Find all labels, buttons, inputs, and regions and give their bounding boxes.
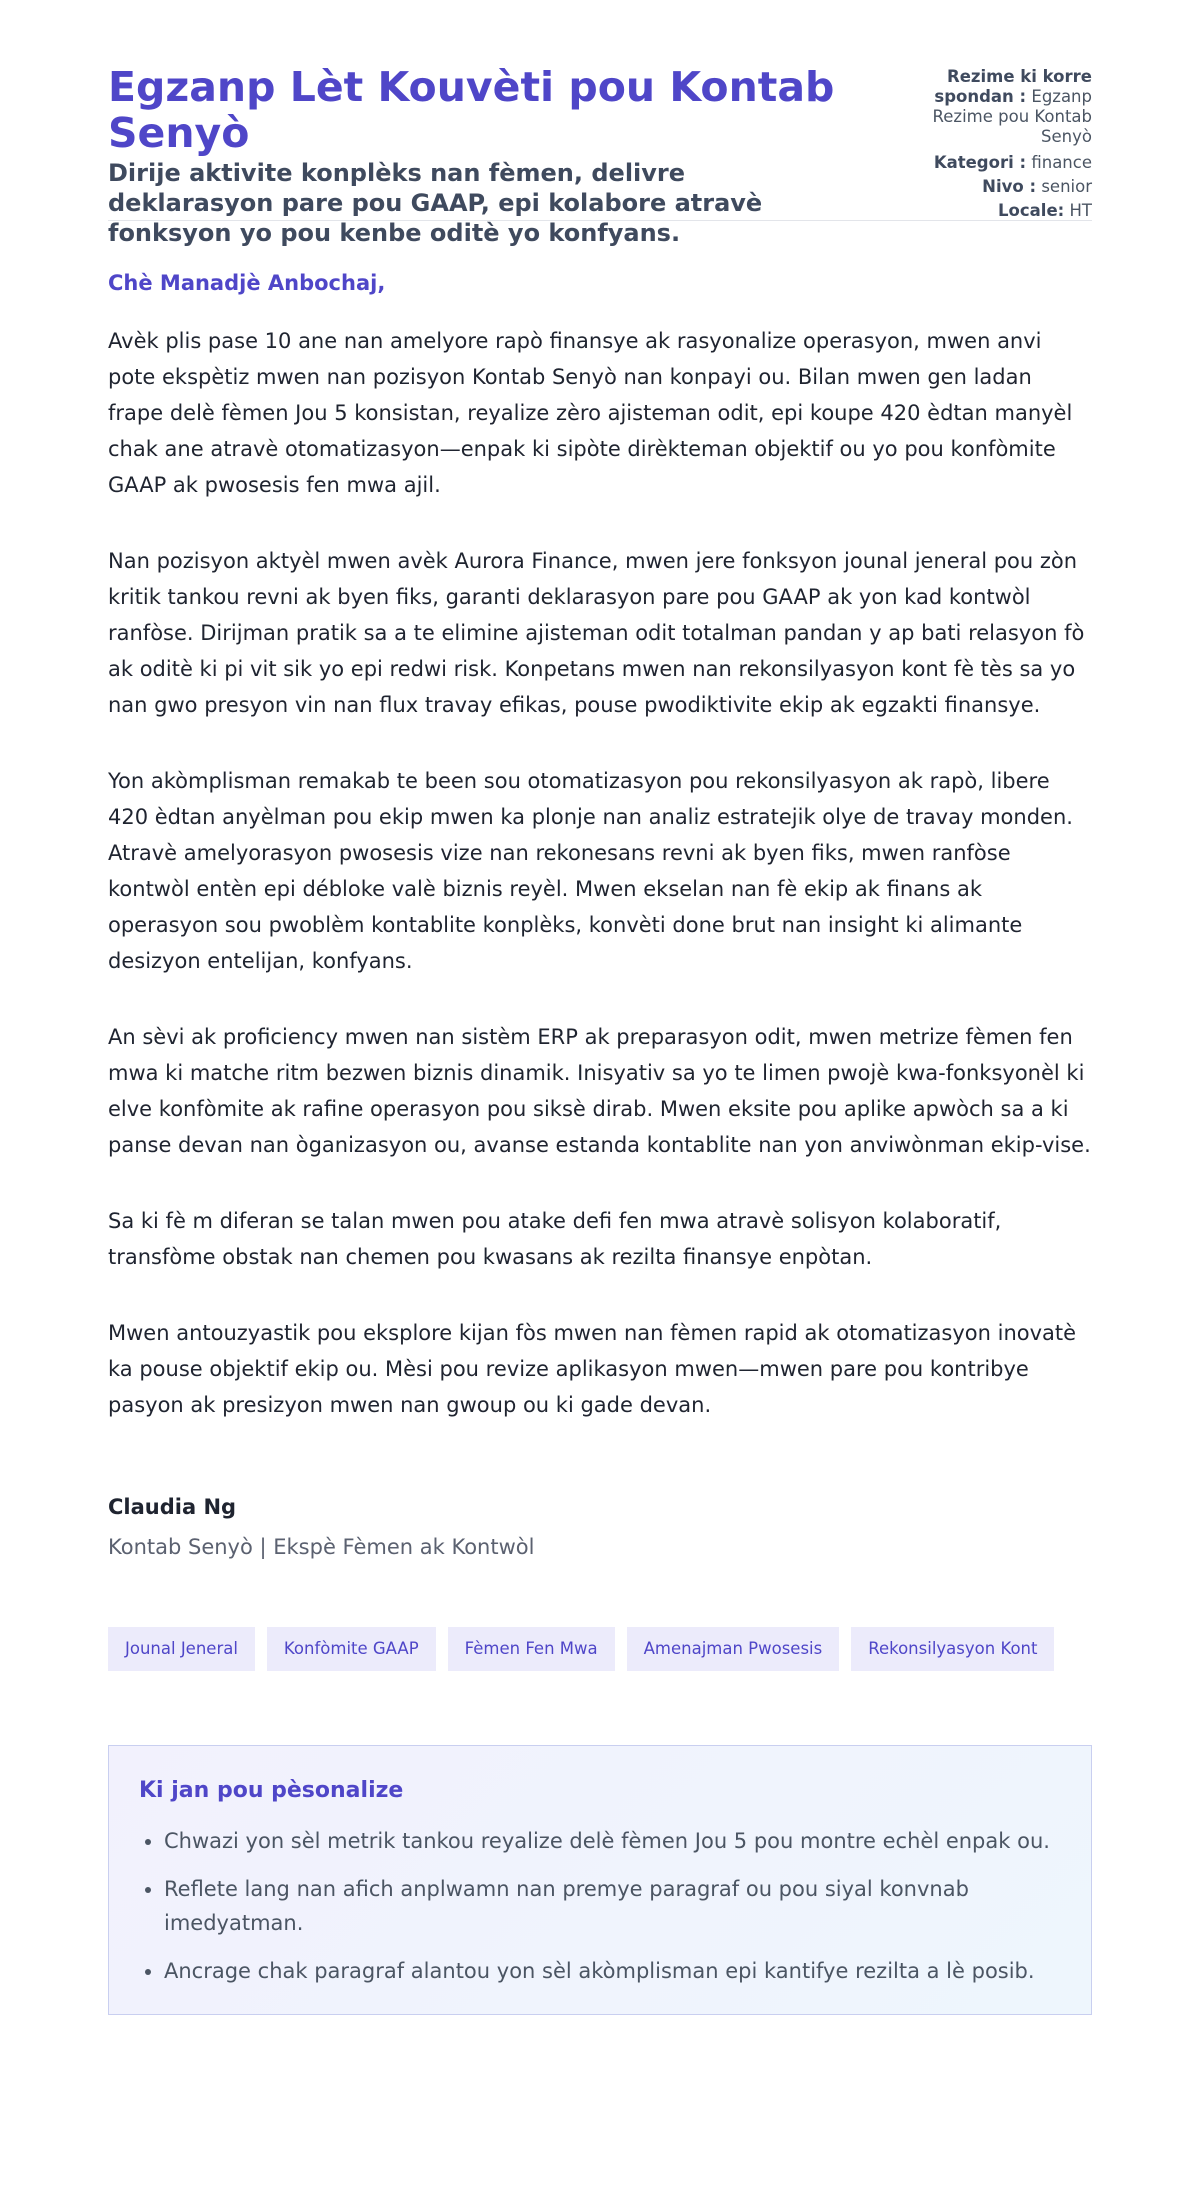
document-header	[108, 0, 1092, 247]
meta-level	[892, 177, 1092, 197]
letter-paragraph-4: An sèvi ak proficiency mwen nan sistèm ERP ak preparasyon odit, mwen metrize fèmen fen mwa ki matche ritm bezwen biznis dinamik. Inisyativ sa yo te limen pwojè kwa-fonksyonèl ki elve konfòmite ak rafine operasyon pou siksè dirab. Mwen eksite pou aplike apwòch sa a ki panse devan nan òganizasyon ou, avanse estanda kontablite nan yon anviwònman ekip-vise.	[108, 1025, 1091, 1157]
meta-category-label: Kategori :	[933, 153, 1027, 172]
metadata-panel	[892, 67, 1092, 227]
tips-item: • Reflete lang nan afich anplwamn nan premye paragraf ou pou siyal konvnab imedyatman.	[164, 1872, 1061, 1940]
meta-summary-value: Egzanp Rezime pou Kontab Senyò	[932, 87, 1092, 146]
letter-body	[108, 269, 1092, 1561]
page-title: Egzanp Lèt Kouvèti pou Kontab Senyò	[108, 63, 835, 157]
skill-tag: Fèmen Fen Mwa	[448, 1627, 615, 1671]
skill-tag: Amenajman Pwosesis	[627, 1627, 840, 1671]
meta-level-value: senior	[1041, 177, 1092, 196]
meta-summary-label: Rezime ki korre spondan :	[934, 67, 1092, 106]
skill-tag: Jounal Jeneral	[108, 1627, 255, 1671]
meta-summary	[892, 67, 1092, 147]
letter-paragraph-2: Nan pozisyon aktyèl mwen avèk Aurora Finance, mwen jere fonksyon jounal jeneral pou zòn kritik tankou revni ak byen fiks, garanti deklarasyon pare pou GAAP ak yon kad kontwòl ranfòse. Dirijman pratik sa a te elimine ajisteman odit totalman pandan y ap bati relasyon fò ak oditè ki pi vit sik yo epi redwi risk. Konpetans mwen nan rekonsilyasyon kont fè tès sa yo nan gwo presyon vin nan flux travay efikas, pouse pwodiktivite ekip ak egzakti finansye.	[108, 549, 1085, 717]
tips-item: • Chwazi yon sèl metrik tankou reyalize delè fèmen Jou 5 pou montre echèl enpak ou.	[164, 1824, 1061, 1858]
customization-tips	[108, 1745, 1092, 2015]
page-subtitle: Dirije aktivite konplèks nan fèmen, delivre deklarasyon pare pou GAAP, epi kolabore atravè fonksyon yo pou kenbe oditè yo konfyans.	[108, 159, 763, 247]
meta-locale	[892, 201, 1092, 221]
tips-heading: Ki jan pou pèsonalize	[139, 1778, 404, 1803]
letter-paragraph-6: Mwen antouzyastik pou eksplore kijan fòs mwen nan fèmen rapid ak otomatizasyon inovatè ka pouse objektif ekip ou. Mèsi pou revize aplikasyon mwen—mwen pare pou kontribye pasyon ak presizyon mwen nan gwoup ou ki gade devan.	[108, 1321, 1077, 1417]
meta-locale-label: Locale:	[998, 201, 1065, 220]
tips-item: • Ancrage chak paragraf alantou yon sèl akòmplisman epi kantifye rezilta a lè posib.	[164, 1954, 1061, 1988]
signature-name: Claudia Ng	[108, 1495, 237, 1519]
skill-tag: Konfòmite GAAP	[267, 1627, 436, 1671]
skill-tag: Rekonsilyasyon Kont	[851, 1627, 1054, 1671]
salutation: Chè Manadjè Anbochaj,	[108, 271, 386, 295]
meta-category	[892, 153, 1092, 173]
tips-list	[139, 1824, 1061, 1988]
meta-category-value: finance	[1031, 153, 1092, 172]
meta-locale-value: HT	[1069, 201, 1092, 220]
letter-paragraph-3: Yon akòmplisman remakab te been sou otomatizasyon pou rekonsilyasyon ak rapò, libere 420 èdtan anyèlman pou ekip mwen ka plonje nan analiz estratejik olye de travay monden. Atravè amelyorasyon pwosesis vize nan rekonesans revni ak byen fiks, mwen ranfòse kontwòl entèn epi débloke valè biznis reyèl. Mwen ekselan nan fè ekip ak finans ak operasyon sou pwoblèm kontablite konplèks, konvèti done brut nan insight ki alimante desizyon entelijan, konfyans.	[108, 769, 1073, 973]
meta-level-label: Nivo :	[982, 177, 1037, 196]
letter-paragraph-5: Sa ki fè m diferan se talan mwen pou atake defi fen mwa atravè solisyon kolaboratif, transfòme obstak nan chemen pou kwasans ak rezilta finansye enpòtan.	[108, 1209, 1002, 1269]
signature-title: Kontab Senyò | Ekspè Fèmen ak Kontwòl	[108, 1535, 535, 1559]
letter-paragraph-1: Avèk plis pase 10 ane nan amelyore rapò finansye ak rasyonalize operasyon, mwen anvi pote ekspètiz mwen nan pozisyon Kontab Senyò nan konpayi ou. Bilan mwen gen ladan frape delè fèmen Jou 5 konsistan, reyalize zèro ajisteman odit, epi koupe 420 èdtan manyèl chak ane atravè otomatizasyon—enpak ki sipòte dirèkteman objektif ou yo pou konfòmite GAAP ak pwosesis fen mwa ajil.	[108, 329, 1073, 497]
skill-tags	[108, 1627, 1092, 1671]
